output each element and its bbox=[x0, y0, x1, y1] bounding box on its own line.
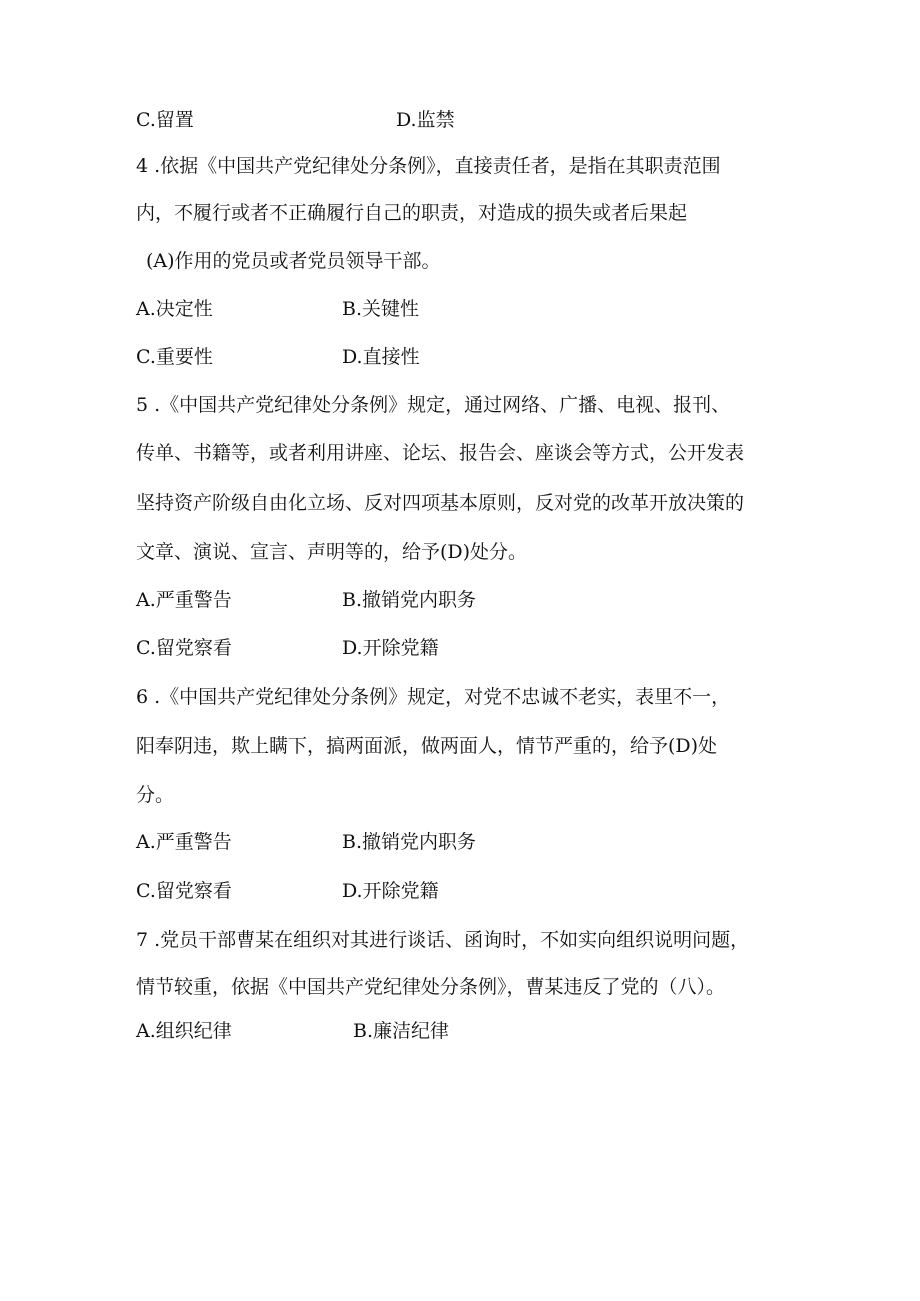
question-6-line-3: 分。 bbox=[136, 784, 175, 806]
option-c: C.留置 bbox=[136, 109, 194, 131]
question-4-line-2: 内，不履行或者不正确履行自己的职责，对造成的损失或者后果起 bbox=[136, 202, 688, 224]
question-4-line-1: 4 .依据《中国共产党纪律处分条例》，直接责任者，是指在其职责范围 bbox=[136, 155, 721, 177]
question-5-line-2: 传单、书籍等，或者利用讲座、论坛、报告会、座谈会等方式，公开发表 bbox=[136, 442, 745, 464]
question-7-line-1: 7 .党员干部曹某在组织对其进行谈话、函询时，不如实向组织说明问题， bbox=[136, 929, 750, 951]
option-c: C.重要性 bbox=[136, 346, 213, 368]
question-6-line-2: 阳奉阴违，欺上瞒下，搞两面派，做两面人，情节严重的，给予(D)处 bbox=[136, 735, 718, 757]
option-d: D.直接性 bbox=[342, 346, 420, 368]
option-b: B.撤销党内职务 bbox=[342, 589, 477, 611]
option-c: C.留党察看 bbox=[136, 637, 232, 659]
option-b: B.关键性 bbox=[342, 298, 420, 320]
option-d: D.开除党籍 bbox=[342, 637, 439, 659]
question-5-line-3: 坚持资产阶级自由化立场、反对四项基本原则，反对党的改革开放决策的 bbox=[136, 492, 745, 514]
question-5-line-4: 文章、演说、宣言、声明等的，给予(D)处分。 bbox=[136, 541, 528, 563]
question-6-line-1: 6 .《中国共产党纪律处分条例》规定，对党不忠诚不老实，表里不一， bbox=[136, 686, 731, 708]
option-b: B.廉洁纪律 bbox=[353, 1020, 450, 1042]
option-a: A.决定性 bbox=[136, 298, 213, 320]
option-c: C.留党察看 bbox=[136, 880, 232, 902]
option-a: A.严重警告 bbox=[136, 831, 232, 853]
option-a: A.严重警告 bbox=[136, 589, 232, 611]
option-d: D.监禁 bbox=[396, 109, 455, 131]
question-4-line-3: (A)作用的党员或者党员领导干部。 bbox=[146, 250, 441, 272]
question-7-line-2: 情节较重，依据《中国共产党纪律处分条例》，曹某违反了党的（八）。 bbox=[136, 976, 726, 998]
question-5-line-1: 5 .《中国共产党纪律处分条例》规定，通过网络、广播、电视、报刊、 bbox=[136, 394, 731, 416]
option-a: A.组织纪律 bbox=[136, 1020, 232, 1042]
option-d: D.开除党籍 bbox=[342, 880, 439, 902]
option-b: B.撤销党内职务 bbox=[342, 831, 477, 853]
